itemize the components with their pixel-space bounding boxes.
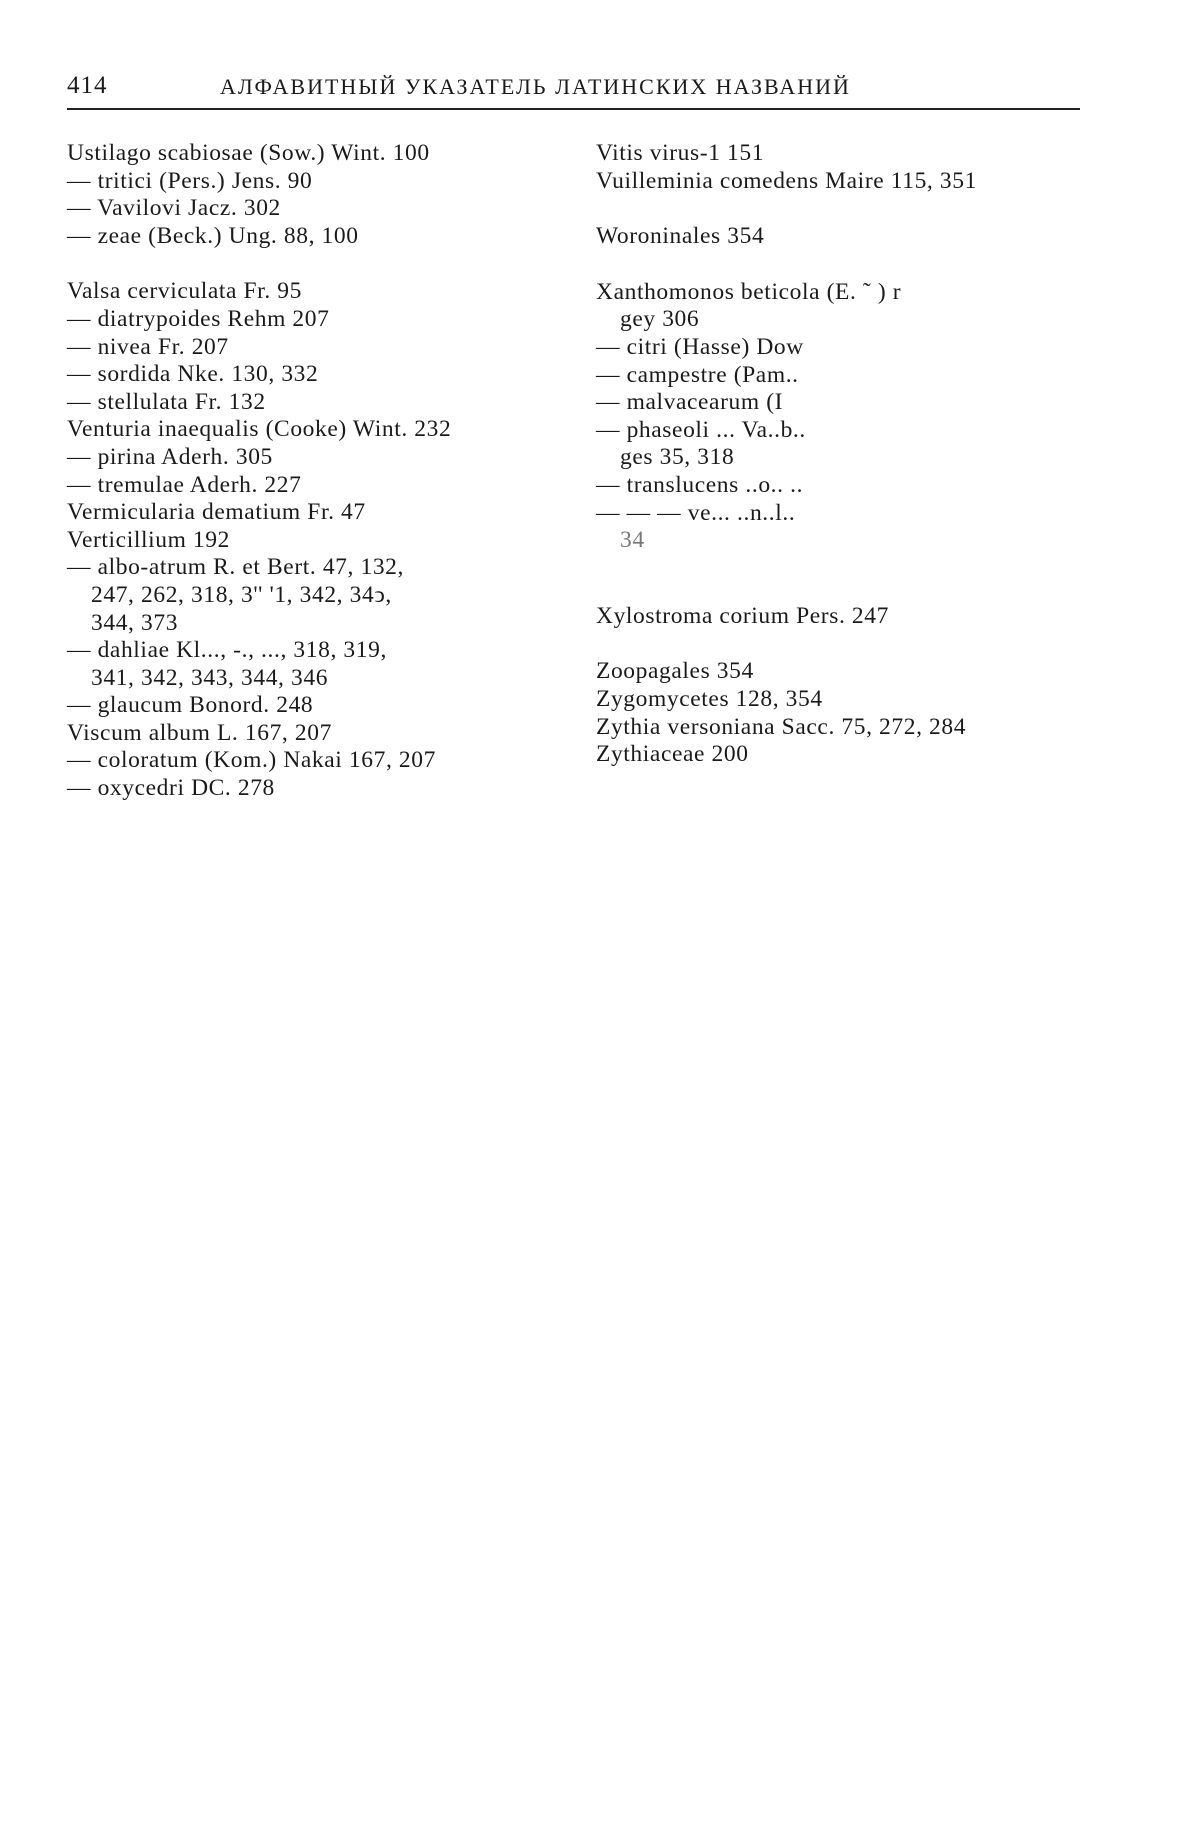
block-spacer bbox=[596, 630, 1096, 658]
index-entry: Xylostroma corium Pers. 247 bbox=[596, 602, 889, 629]
index-entry-continuation: ges 35, 318 bbox=[620, 444, 735, 471]
index-entry: — Vavilovi Jacz. 302 bbox=[67, 195, 281, 222]
index-entry: — — — ve... ..n..l.. bbox=[596, 499, 796, 526]
index-entry: — albo-atrum R. et Bert. 47, 132, bbox=[67, 554, 404, 581]
block-spacer bbox=[67, 250, 567, 278]
index-block-woroninales bbox=[596, 223, 1096, 251]
index-entry: Zythiaceae 200 bbox=[596, 741, 749, 768]
index-entry: Valsa cerviculata Fr. 95 bbox=[67, 278, 302, 305]
index-column-left bbox=[67, 140, 567, 803]
index-entry: — phaseoli ... Va..b.. bbox=[596, 416, 806, 443]
block-spacer bbox=[596, 195, 1096, 223]
index-entry-continuation: gey 306 bbox=[620, 306, 700, 333]
index-entry: Zygomycetes 128, 354 bbox=[596, 685, 823, 712]
index-block-xanthomonos bbox=[596, 279, 1096, 555]
index-entry: Zythia versoniana Sacc. 75, 272, 284 bbox=[596, 713, 967, 740]
index-block-ustilago bbox=[67, 140, 567, 250]
index-entry: — tremulae Aderh. 227 bbox=[67, 471, 302, 498]
index-entry: — coloratum (Kom.) Nakai 167, 207 bbox=[67, 747, 436, 774]
index-entry: Zoopagales 354 bbox=[596, 658, 754, 685]
index-entry: — sordida Nke. 130, 332 bbox=[67, 361, 319, 388]
index-block-zoopagales-zythia bbox=[596, 658, 1096, 768]
index-entry-continuation: 247, 262, 318, 3'' '1, 342, 34ↄ, bbox=[91, 581, 392, 608]
index-entry: — campestre (Pam.. bbox=[596, 361, 799, 388]
index-entry: — malvacearum (I bbox=[596, 389, 784, 416]
index-entry: Vermicularia dematium Fr. 47 bbox=[67, 499, 366, 526]
index-entry: — translucens ..o.. .. bbox=[596, 471, 804, 498]
index-entry: Vitis virus-1 151 bbox=[596, 140, 765, 166]
index-entry: — diatrypoides Rehm 207 bbox=[67, 305, 330, 332]
index-entry: — citri (Hasse) Dow bbox=[596, 333, 804, 360]
index-entry: Verticillium 192 bbox=[67, 526, 230, 553]
index-entry: Venturia inaequalis (Cooke) Wint. 232 bbox=[67, 416, 452, 443]
index-entry: Ustilago scabiosae (Sow.) Wint. 100 bbox=[67, 140, 430, 166]
block-spacer bbox=[596, 583, 1096, 603]
index-entry-continuation: 344, 373 bbox=[91, 609, 179, 636]
index-column-right bbox=[596, 140, 1096, 769]
block-spacer bbox=[596, 555, 1096, 583]
index-entry: — glaucum Bonord. 248 bbox=[67, 692, 314, 719]
index-entry: Vuilleminia comedens Maire 115, 351 bbox=[596, 167, 977, 194]
index-entry: — oxycedri DC. 278 bbox=[67, 775, 275, 802]
index-entry-continuation: 341, 342, 343, 344, 346 bbox=[91, 664, 329, 691]
index-entry: — dahliae Kl..., -., ..., 318, 319, bbox=[67, 637, 387, 664]
running-title: АЛФАВИТНЫЙ УКАЗАТЕЛЬ ЛАТИНСКИХ НАЗВАНИЙ bbox=[220, 74, 851, 99]
page-header bbox=[67, 68, 1080, 110]
index-block-xylostroma bbox=[596, 603, 1096, 631]
index-entry-continuation: 34 bbox=[620, 527, 645, 554]
index-entry: Viscum album L. 167, 207 bbox=[67, 719, 332, 746]
index-entry: — tritici (Pers.) Jens. 90 bbox=[67, 167, 313, 194]
block-spacer bbox=[596, 251, 1096, 279]
index-entry: — nivea Fr. 207 bbox=[67, 333, 229, 360]
index-entry: — pirina Aderh. 305 bbox=[67, 443, 273, 470]
index-entry: Woroninales 354 bbox=[596, 223, 765, 250]
page-number: 414 bbox=[67, 72, 108, 99]
index-block-valsa-viscum bbox=[67, 278, 567, 802]
index-entry: — zeae (Beck.) Ung. 88, 100 bbox=[67, 222, 359, 249]
index-entry: — stellulata Fr. 132 bbox=[67, 388, 266, 415]
index-block-vitis bbox=[596, 140, 1096, 195]
index-entry: Xanthomonos beticola (E. ˜ ) r bbox=[596, 278, 902, 305]
